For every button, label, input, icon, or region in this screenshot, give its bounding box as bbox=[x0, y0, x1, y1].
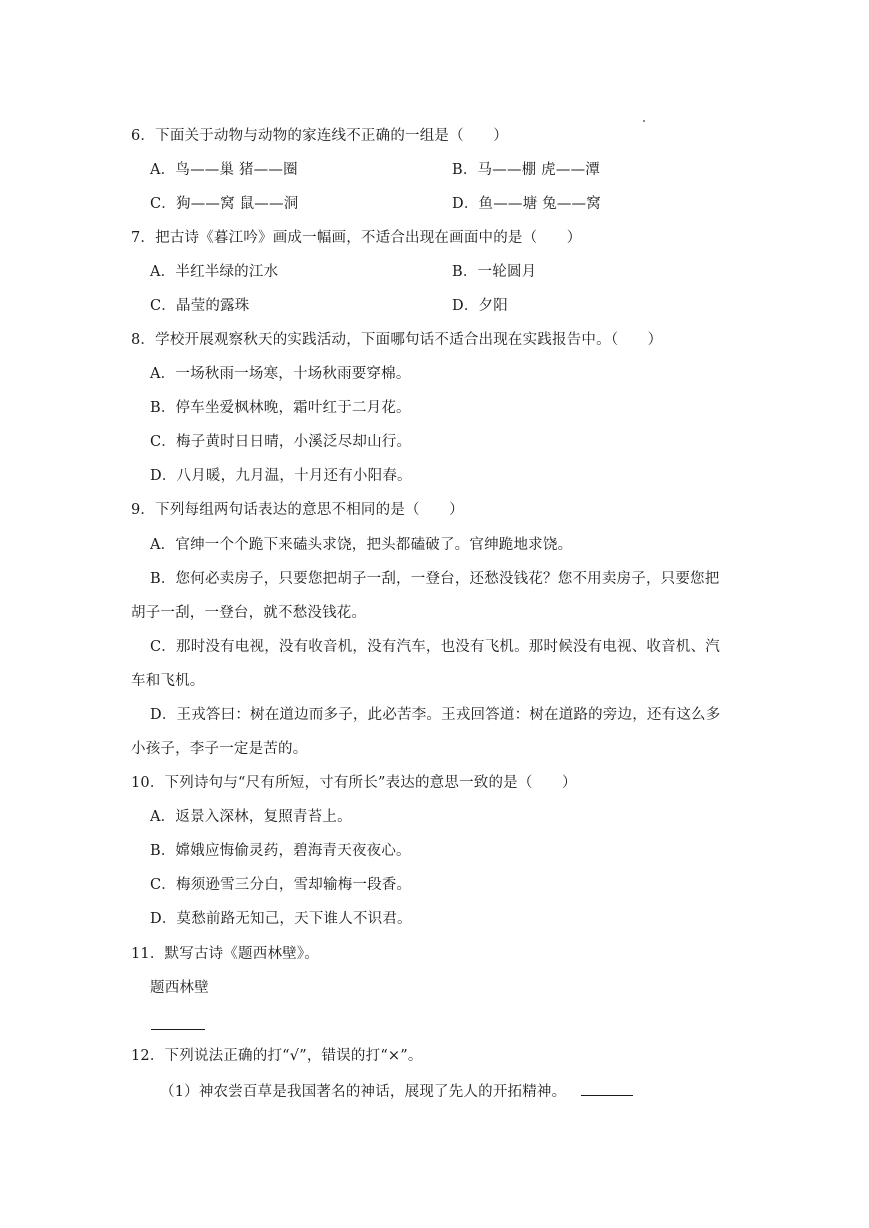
question-7-option-a: A．半红半绿的江水 bbox=[150, 264, 279, 280]
question-9-option-c-line2: 车和飞机。 bbox=[131, 673, 205, 689]
question-8-option-c: C．梅子黄时日日晴，小溪泛尽却山行。 bbox=[150, 434, 412, 450]
question-8-option-b: B．停车坐爱枫林晚，霜叶红于二月花。 bbox=[150, 400, 411, 416]
question-10-option-b: B．嫦娥应悔偷灵药，碧海青天夜夜心。 bbox=[150, 843, 411, 859]
question-10-option-c: C．梅须逊雪三分白，雪却输梅一段香。 bbox=[150, 877, 412, 893]
question-9-stem: 9．下列每组两句话表达的意思不相同的是（ ） bbox=[131, 502, 464, 518]
question-12-item-1 bbox=[160, 1081, 633, 1102]
question-9-option-c-line1: C．那时没有电视，没有收音机，没有汽车，也没有飞机。那时候没有电视、收音机、汽 bbox=[150, 639, 720, 655]
question-6-option-d: D．鱼——塘 兔——窝 bbox=[452, 196, 601, 212]
question-9-option-d-line2: 小孩子，李子一定是苦的。 bbox=[131, 741, 308, 757]
question-9-option-d-line1: D．王戎答曰：树在道边而多子，此必苦李。王戎回答道：树在道路的旁边，还有这么多 bbox=[150, 707, 721, 723]
question-6-option-a: A．鸟——巢 猪——圈 bbox=[150, 162, 298, 178]
question-10-option-a: A．返景入深林，复照青苔上。 bbox=[150, 809, 352, 825]
question-9-option-b-line1: B．您何必卖房子，只要您把胡子一刮，一登台，还愁没钱花？您不用卖房子，只要您把 bbox=[150, 571, 720, 587]
question-12-item-1-answer-blank[interactable] bbox=[581, 1081, 633, 1096]
scan-speck bbox=[643, 120, 645, 122]
question-6-option-c: C．狗——窝 鼠——洞 bbox=[150, 196, 299, 212]
question-6-stem: 6．下面关于动物与动物的家连线不正确的一组是（ ） bbox=[131, 128, 508, 144]
question-12-item-1-text: （1）神农尝百草是我国著名的神话，展现了先人的开拓精神。 bbox=[160, 1084, 567, 1100]
question-7-stem: 7．把古诗《暮江吟》画成一幅画，不适合出现在画面中的是（ ） bbox=[131, 230, 582, 246]
question-8-stem: 8．学校开展观察秋天的实践活动，下面哪句话不适合出现在实践报告中。（ ） bbox=[131, 332, 663, 348]
question-11-answer-blank[interactable] bbox=[151, 1029, 205, 1030]
question-11-stem: 11．默写古诗《题西林壁》。 bbox=[131, 946, 319, 962]
question-7-option-b: B．一轮圆月 bbox=[452, 264, 537, 280]
question-8-option-a: A．一场秋雨一场寒，十场秋雨要穿棉。 bbox=[150, 366, 411, 382]
question-8-option-d: D．八月暖，九月温，十月还有小阳春。 bbox=[150, 468, 412, 484]
question-6-option-b: B．马——棚 虎——潭 bbox=[452, 162, 600, 178]
question-9-option-b-line2: 胡子一刮，一登台，就不愁没钱花。 bbox=[131, 605, 367, 621]
question-7-option-d: D．夕阳 bbox=[452, 298, 508, 314]
question-11-poem-title: 题西林壁 bbox=[150, 980, 209, 996]
question-7-option-c: C．晶莹的露珠 bbox=[150, 298, 250, 314]
question-12-stem: 12．下列说法正确的打“√”，错误的打“×”。 bbox=[131, 1048, 423, 1064]
question-10-stem: 10．下列诗句与“尺有所短，寸有所长”表达的意思一致的是（ ） bbox=[131, 775, 577, 791]
question-10-option-d: D．莫愁前路无知己，天下谁人不识君。 bbox=[150, 911, 412, 927]
question-9-option-a: A．官绅一个个跪下来磕头求饶，把头都磕破了。官绅跪地求饶。 bbox=[150, 537, 573, 553]
